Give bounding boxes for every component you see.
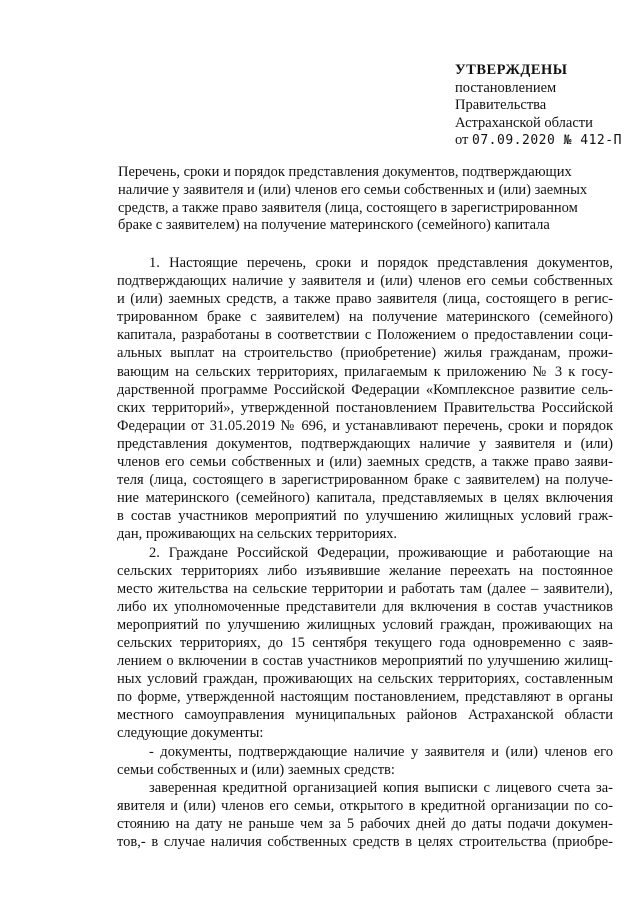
- date-prefix: от: [455, 132, 469, 148]
- body-line: ных условий граждан, проживающих на сельских территориях, составленным: [117, 671, 613, 688]
- body-line: тов,- в случае наличия собственных средств в целях строительства (приобре-: [117, 834, 613, 850]
- approval-line-1: постановлением: [455, 79, 557, 96]
- body-line: ских территорий», утвержденной постановлением Правительства Российской: [117, 399, 613, 416]
- body-line: стоянию на дату не раньше чем за 5 рабочих дней до даты подачи докумен-: [117, 815, 613, 832]
- body-line: лением о включении в состав участников мероприятий по улучшению жилищ-: [117, 653, 613, 670]
- body-line: трированном браке с заявителем) на получение материнского (семейного): [117, 309, 613, 326]
- body-line: 2. Граждане Российской Федерации, проживающие и работающие на: [149, 544, 613, 561]
- document-title: [118, 164, 588, 235]
- approved-heading: УТВЕРЖДЕНЫ: [455, 62, 568, 78]
- body-line: семьи собственных и (или) заемных средств:: [117, 761, 395, 778]
- document-body: [117, 254, 613, 851]
- body-line: - документы, подтверждающие наличие у заявителя и (или) членов его: [149, 743, 613, 760]
- body-line: дарственной программе Российской Федерации «Комплексное развитие сель-: [117, 381, 613, 398]
- body-line: следующие документы:: [117, 725, 264, 742]
- body-line: либо их уполномоченные представители для включения в состав участников: [117, 598, 613, 615]
- title-line: браке с заявителем) на получение материнского (семейного) капитала: [118, 217, 550, 234]
- approval-date-line: [455, 132, 635, 150]
- approval-stamp: [455, 62, 635, 150]
- body-line: Федерации от 31.05.2019 № 696, и устанавливают перечень, сроки и порядок: [117, 417, 613, 434]
- title-line: Перечень, сроки и порядок представления документов, подтверждающих: [118, 164, 572, 180]
- body-line: подтверждающих наличие у заявителя и (или) членов его семьи собственных: [117, 273, 613, 290]
- body-line: 1. Настоящие перечень, сроки и порядок представления документов,: [149, 255, 613, 271]
- body-line: и (или) заемных средств, а также право заявителя (лица, состоящего в регис-: [117, 291, 613, 308]
- body-line: место жительства на сельские территории и работать там (далее – заявители),: [117, 580, 613, 597]
- title-line: наличие у заявителя и (или) членов его семьи собственных и (или) заемных: [118, 181, 588, 198]
- body-line: сельских территориях либо изъявившие желание переехать на постоянное: [117, 562, 613, 579]
- body-line: ние материнского (семейного) капитала, представляемых в целях включения: [117, 490, 613, 507]
- handwritten-date-number: 07.09.2020 № 412-П: [472, 133, 622, 148]
- body-line: явителя и (или) членов его семьи, открытого в кредитной организации по со-: [117, 797, 613, 814]
- body-line: местного самоуправления муниципальных районов Астраханской области: [117, 707, 613, 724]
- title-line: средств, а также право заявителя (лица, состоящего в зарегистрированном: [118, 199, 578, 216]
- body-line: по форме, утвержденной настоящим постановлением, представляют в органы: [117, 689, 613, 706]
- body-line: сельских территориях, до 15 сентября текущего года одновременно с заяв-: [117, 634, 613, 651]
- approval-line-3: Астраханской области: [455, 114, 593, 131]
- body-line: мероприятий по улучшению жилищных условий граждан, проживающих на: [117, 616, 613, 633]
- body-line: заверенная кредитной организацией копия выписки с лицевого счета за-: [149, 779, 613, 796]
- body-line: представления документов, подтверждающих наличие у заявителя и (или): [117, 435, 613, 452]
- body-line: дан, проживающих на сельских территориях.: [117, 526, 398, 543]
- body-line: членов его семьи собственных и (или) заемных средств, а также право заяви-: [117, 454, 613, 471]
- body-line: капитала, разработаны в соответствии с Положением о предоставлении соци-: [117, 327, 613, 344]
- approval-line-2: Правительства: [455, 97, 547, 113]
- body-line: вающим на сельских территориях, прилагаемым к приложению № 3 к госу-: [117, 363, 613, 380]
- body-line: альных выплат на строительство (приобретение) жилья гражданам, прожи-: [117, 345, 613, 362]
- body-line: теля (лица, состоящего в зарегистрированном браке с заявителем) на получе-: [117, 472, 613, 489]
- body-line: в состав участников мероприятий по улучшению жилищных условий граж-: [117, 508, 613, 525]
